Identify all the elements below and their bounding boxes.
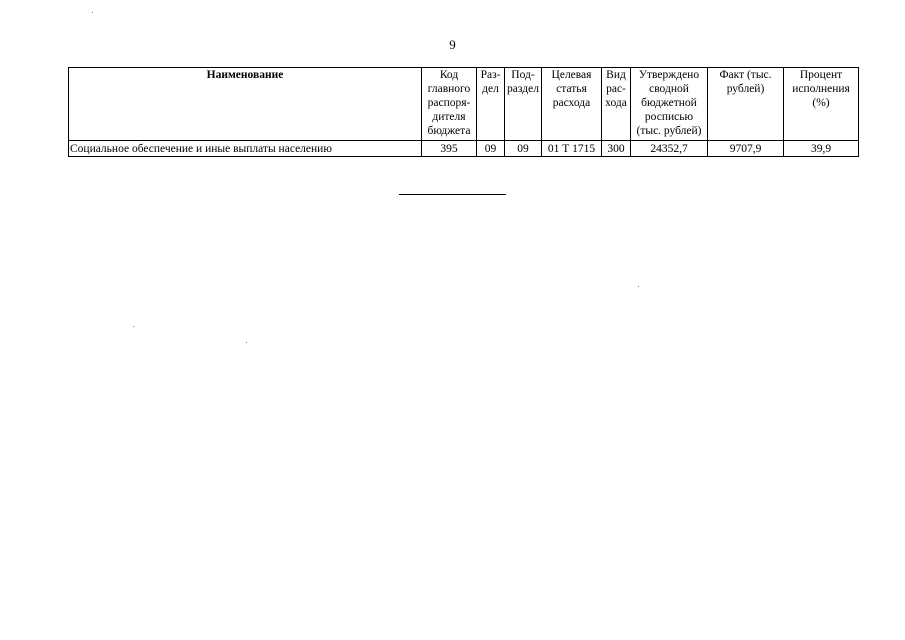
header-subsection: Под-раздел (505, 68, 542, 141)
scan-speck (638, 286, 639, 287)
scan-speck (246, 342, 247, 343)
header-target: Целевая статья расхода (542, 68, 602, 141)
cell-target: 01 Т 1715 (542, 141, 602, 157)
header-name: Наименование (69, 68, 422, 141)
header-type: Вид рас-хода (602, 68, 631, 141)
scan-speck (92, 12, 93, 13)
cell-code: 395 (422, 141, 477, 157)
cell-section: 09 (477, 141, 505, 157)
cell-approved: 24352,7 (631, 141, 708, 157)
scan-speck (133, 326, 134, 327)
header-percent: Процент исполнения (%) (784, 68, 859, 141)
table-row (69, 141, 859, 157)
end-of-document-rule (399, 194, 506, 195)
header-section: Раз-дел (477, 68, 505, 141)
cell-type: 300 (602, 141, 631, 157)
cell-fact: 9707,9 (708, 141, 784, 157)
budget-table (68, 67, 859, 157)
header-approved: Утверждено сводной бюджетной росписью (тыс. рублей) (631, 68, 708, 141)
header-fact: Факт (тыс. рублей) (708, 68, 784, 141)
cell-name: Социальное обеспечение и иные выплаты населению (69, 141, 422, 157)
table-header-row (69, 68, 859, 141)
cell-subsection: 09 (505, 141, 542, 157)
cell-percent: 39,9 (784, 141, 859, 157)
page-number: 9 (449, 37, 456, 52)
header-code: Код главного распоря-дителя бюджета (422, 68, 477, 141)
